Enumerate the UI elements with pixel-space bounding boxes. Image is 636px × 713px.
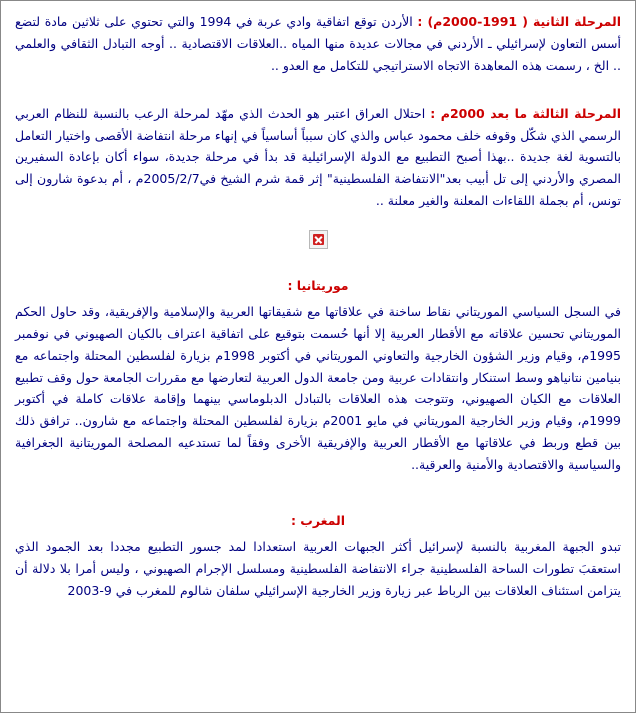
- spacer: [15, 81, 621, 103]
- heading-phase-two: المرحلة الثانية ( 1991-2000م) :: [417, 14, 622, 29]
- heading-mauritania: موريتانيا :: [287, 278, 349, 293]
- body-phase-two: الأردن توقع اتفاقية وادي عربة في 1994 والتي تحتوي على ثلاثين مادة لتضع أسس التعاون لإسرائيلي ـ الأردني في مجالات عديدة منها المياه ..العلاقات الاقتصادية .. أوجه التبادل الثقافي والعلمي .. الخ ، رسمت هذه المعاهدة الاتجاه الاستراتيجي للتكامل مع العدو ..: [15, 14, 621, 73]
- heading-phase-three: المرحلة الثالثة ما بعد 2000م :: [430, 105, 621, 121]
- paragraph-mauritania: في السجل السياسي الموريتاني نقاط ساخنة في علاقاتها مع شقيقاتها العربية والإسلامية والإفريقية، وقد حاول الحكم الموريتاني تحسين علاقاته مع الأقطار العربية إلا أنها حُسمت بتوقيع على اتفاقية اعتراف بالكيان الصهيوني في نوفمبر 1995م، وقيام وزير الشؤون الخارجية والتعاوني الموريتاني في أكتوبر 1998م بزيارة لفلسطين المحتلة واجتماعه مع بنيامين نتانياهو وسط استنكار وانتقادات عربية ومن جامعة الدول العربية لتعارضها مع مقررات الجامعة حول وقف تطبيع العلاقات مع الكيان الصهيوني، وتتوجت هذه العلاقات بالتبادل الدبلوماسي بينهما وإقامة علاقات كاملة في أكتوبر 1999م، وقيام وزير الخارجية الموريتاني في مايو 2001م بزيارة لفلسطين المحتلة واجتماعه مع شارون.. ترافق ذلك بين قطع وربط في علاقاتها مع الأقطار العربية والإفريقية الأخرى وفقاً لما تستدعيه المصلحة الموريتانية الجغرافية والسياسية والاقتصادية والأمنية والعرقية..: [15, 303, 622, 472]
- paragraph-phase-three: [15, 103, 621, 212]
- paragraph-phase-two: [15, 11, 621, 77]
- heading-morocco: المغرب :: [290, 512, 346, 528]
- paragraph-morocco: تبدو الجبهة المغربية بالنسبة لإسرائيل أكثر الجبهات العربية استعدادا لمد جسور التطبيع مجددا بعد الجمود الذي استعقبَ تطورات الساحة الفلسطينية جراء الانتفاضة الفلسطينية ومسلسل الإجرام الصهيوني ، وليس أمرا بلا دلالة أن يتزامن استئناف العلاقات بين الرباط عبر زيارة وزير الخارجية الإسرائيلي سلفان شالوم للمغرب في 9-2003: [15, 538, 621, 598]
- spacer: [15, 480, 621, 510]
- broken-image-container: [15, 230, 621, 249]
- broken-image-x-glyph: [313, 234, 324, 245]
- broken-image-icon: [309, 230, 328, 249]
- body-phase-three: احتلال العراق اعتبر هو الحدث الذي مهّد لمرحلة الرعب بالنسبة للنظام العربي الرسمي الذي شكّل وقوفه خلف محمود عباس والذي كان سبباً أساسياً في إنهاء مرحلة انتفاضة الأقصى واختيار التعامل بالتسوية لغة جديدة ..بهذا أصبح التطبيع مع الدولة الإسرائيلية قد بدأ في مرحلة جديدة، سواء أكان بإعادة السفيرين المصري والأردني إلى تل أبيب بعد"الانتفاضة الفلسطينية" إثر قمة شرم الشيخ في2005/2/7م ، أم بدعوة شارون إلى تونس، أم بجملة اللقاءات المعلنة والغير معلنة ..: [15, 105, 621, 209]
